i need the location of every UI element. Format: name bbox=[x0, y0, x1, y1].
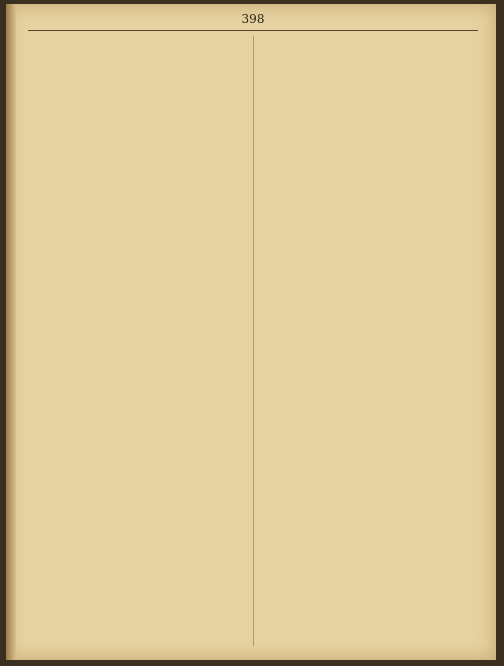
book-page bbox=[6, 4, 496, 660]
page-binding-edge bbox=[6, 4, 16, 660]
header-rule bbox=[28, 30, 478, 31]
page-header bbox=[28, 12, 478, 30]
text-columns bbox=[28, 36, 478, 646]
column-divider bbox=[253, 36, 254, 646]
left-column bbox=[28, 36, 243, 646]
page-number: 398 bbox=[241, 12, 265, 26]
right-column bbox=[264, 36, 479, 646]
